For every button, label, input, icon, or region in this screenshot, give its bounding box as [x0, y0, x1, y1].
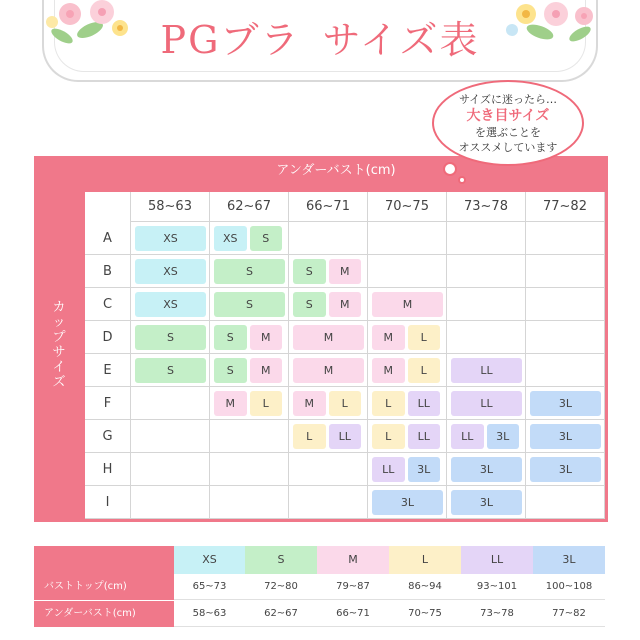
bottom-table-value: 93~101: [461, 574, 533, 600]
size-chip-ll: LL: [408, 424, 441, 449]
size-chip-m: M: [293, 391, 326, 416]
bubble-line-3: を選ぶことを: [475, 126, 541, 139]
bubble-line-1: サイズに迷ったら…: [458, 93, 558, 106]
under-bust-label: アンダーバスト(cm): [34, 601, 174, 627]
bottom-size-header-l: L: [389, 546, 461, 574]
bubble-tail-dot-small: [458, 176, 466, 184]
size-chip-m: M: [372, 292, 443, 317]
cup-row-C: C: [85, 288, 131, 321]
size-chip-m: M: [293, 358, 364, 383]
size-chip-s: S: [135, 325, 206, 350]
size-chip-3l: 3L: [451, 457, 522, 482]
cup-row-E: E: [85, 354, 131, 387]
size-chip-ll: LL: [372, 457, 405, 482]
cup-label-char: ズ: [52, 375, 66, 390]
cup-row-H: H: [85, 453, 131, 486]
size-chip-l: L: [408, 325, 441, 350]
under-bust-column-3: 66~71: [289, 192, 368, 222]
size-chip-ll: LL: [451, 424, 484, 449]
under-bust-column-6: 77~82: [526, 192, 605, 222]
grid-cell: [131, 387, 210, 420]
size-chip-m: M: [372, 325, 405, 350]
size-chip-3l: 3L: [530, 424, 601, 449]
bottom-table-corner: [34, 546, 174, 574]
size-chip-m: M: [293, 325, 364, 350]
grid-corner: [85, 192, 131, 223]
page-title: [0, 14, 640, 66]
cup-label-char: ッ: [52, 315, 66, 330]
size-chip-3l: 3L: [372, 490, 443, 515]
cup-row-A: A: [85, 222, 131, 255]
bubble-highlight: 大き目サイズ: [466, 108, 550, 124]
grid-cell: [368, 255, 447, 288]
bottom-table-value: 79~87: [317, 574, 389, 600]
size-chip-xs: XS: [214, 226, 247, 251]
bubble-line-4: オススメしています: [458, 141, 558, 154]
cup-size-label: [46, 300, 72, 390]
size-chip-s: S: [293, 292, 326, 317]
grid-cell: [368, 222, 447, 255]
bottom-table-value: 70~75: [389, 601, 461, 627]
grid-cell: [526, 354, 605, 387]
grid-cell: [210, 453, 289, 486]
size-chip-m: M: [250, 325, 283, 350]
size-chip-m: M: [329, 259, 362, 284]
grid-cell: [131, 420, 210, 453]
under-bust-header: アンダーバスト(cm): [276, 163, 396, 178]
size-chip-s: S: [214, 292, 285, 317]
grid-cell: [289, 453, 368, 486]
under-bust-column-5: 73~78: [447, 192, 526, 222]
size-chip-s: S: [214, 325, 247, 350]
size-chip-3l: 3L: [487, 424, 520, 449]
grid-cell: [526, 255, 605, 288]
size-chip-ll: LL: [329, 424, 362, 449]
size-chip-l: L: [250, 391, 283, 416]
size-chip-xs: XS: [135, 259, 206, 284]
bust-top-label: バストトップ(cm): [34, 574, 174, 600]
size-chip-s: S: [214, 358, 247, 383]
size-chip-m: M: [250, 358, 283, 383]
grid-cell: [210, 420, 289, 453]
bottom-size-header-m: M: [317, 546, 389, 574]
grid-cell: [131, 486, 210, 519]
size-chip-s: S: [135, 358, 206, 383]
advice-bubble: [432, 80, 584, 166]
size-chip-3l: 3L: [451, 490, 522, 515]
title-main: PGブラ: [160, 18, 301, 62]
under-bust-column-1: 58~63: [131, 192, 210, 222]
bottom-table-value: 58~63: [174, 601, 245, 627]
grid-cell: [526, 288, 605, 321]
size-chip-l: L: [372, 391, 405, 416]
under-bust-column-4: 70~75: [368, 192, 447, 222]
cup-label-char: カ: [52, 300, 66, 315]
grid-cell: [131, 453, 210, 486]
grid-cell: [289, 486, 368, 519]
cup-row-G: G: [85, 420, 131, 453]
size-chip-s: S: [250, 226, 283, 251]
bottom-table-value: 86~94: [389, 574, 461, 600]
under-bust-column-2: 62~67: [210, 192, 289, 222]
cup-row-I: I: [85, 486, 131, 519]
bottom-table-value: 66~71: [317, 601, 389, 627]
bottom-table-value: 100~108: [533, 574, 605, 600]
cup-row-B: B: [85, 255, 131, 288]
bottom-table-value: 77~82: [533, 601, 605, 627]
cup-row-D: D: [85, 321, 131, 354]
grid-cell: [447, 288, 526, 321]
cup-label-char: プ: [52, 330, 66, 345]
bottom-table-value: 62~67: [245, 601, 317, 627]
size-chip-l: L: [293, 424, 326, 449]
grid-cell: [447, 222, 526, 255]
size-chip-s: S: [214, 259, 285, 284]
title-sub: サイズ表: [322, 18, 480, 62]
size-chip-ll: LL: [451, 391, 522, 416]
grid-cell: [447, 255, 526, 288]
size-chip-xs: XS: [135, 292, 206, 317]
bottom-size-header-3l: 3L: [533, 546, 605, 574]
cup-label-char: イ: [52, 360, 66, 375]
size-chip-ll: LL: [451, 358, 522, 383]
bottom-table-value: 73~78: [461, 601, 533, 627]
grid-cell: [289, 222, 368, 255]
bottom-table-value: 65~73: [174, 574, 245, 600]
cup-row-F: F: [85, 387, 131, 420]
grid-cell: [526, 321, 605, 354]
grid-cell: [447, 321, 526, 354]
size-chip-l: L: [329, 391, 362, 416]
bottom-size-header-s: S: [245, 546, 317, 574]
size-chip-3l: 3L: [530, 391, 601, 416]
grid-cell: [210, 486, 289, 519]
size-chip-m: M: [329, 292, 362, 317]
size-chip-l: L: [408, 358, 441, 383]
bottom-table-value: 72~80: [245, 574, 317, 600]
size-chip-3l: 3L: [408, 457, 441, 482]
grid-cell: [526, 486, 605, 519]
size-chip-xs: XS: [135, 226, 206, 251]
bottom-size-header-ll: LL: [461, 546, 533, 574]
grid-cell: [526, 222, 605, 255]
size-chip-m: M: [372, 358, 405, 383]
size-chip-3l: 3L: [530, 457, 601, 482]
bubble-tail-dot: [443, 162, 457, 176]
bottom-size-header-xs: XS: [174, 546, 245, 574]
size-chip-s: S: [293, 259, 326, 284]
size-chip-l: L: [372, 424, 405, 449]
size-chip-m: M: [214, 391, 247, 416]
size-chip-ll: LL: [408, 391, 441, 416]
cup-label-char: サ: [52, 345, 66, 360]
